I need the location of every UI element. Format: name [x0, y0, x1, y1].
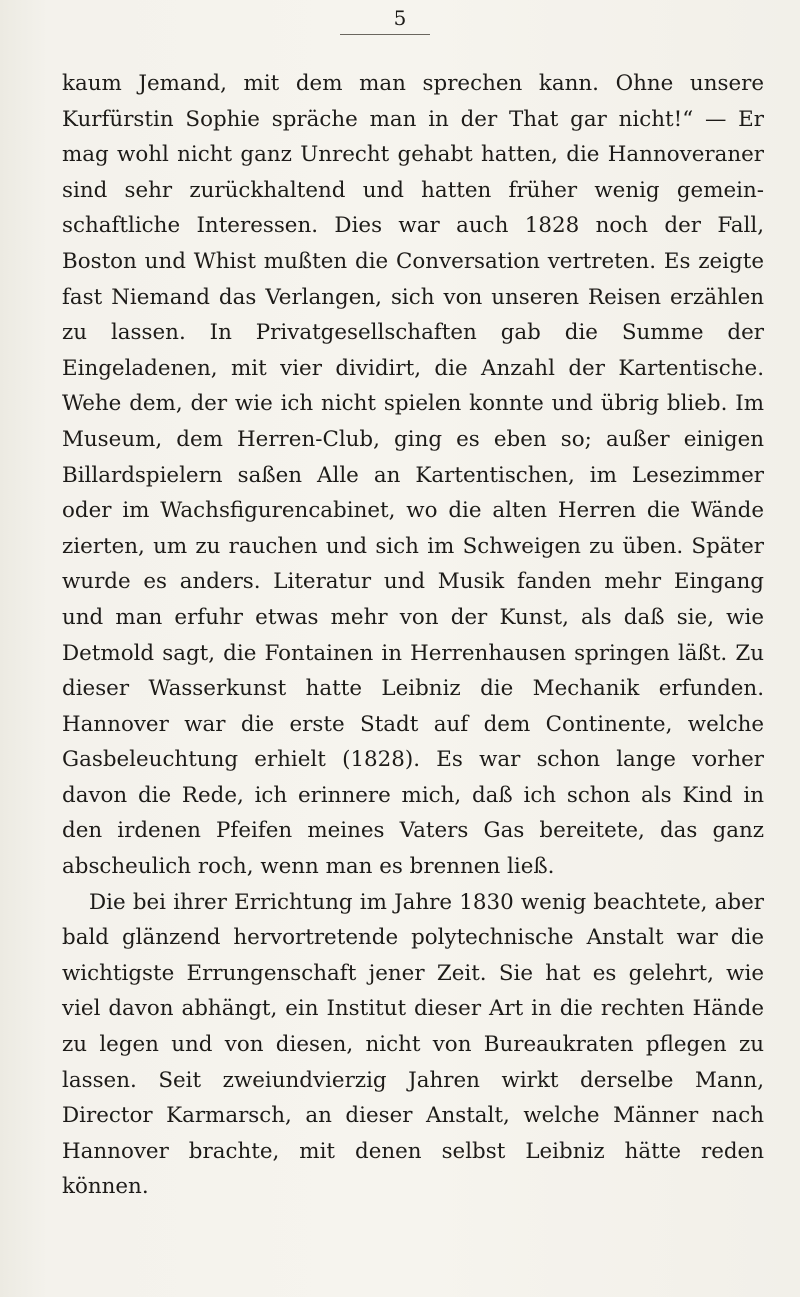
body-text — [62, 66, 764, 1205]
header-rule — [340, 34, 430, 35]
page-number: 5 — [393, 6, 407, 30]
paragraph-1: kaum Jemand, mit dem man sprechen kann. Ohne unsere Kurfürstin Sophie spräche man in der That gar nicht!“ — Er mag wohl nicht ganz Unrecht gehabt hatten, die Hannoveraner sind sehr zurückhaltend und hatten früher wenig gemeinschaftliche Interessen. Dies war auch 1828 noch der Fall, Boston und Whist mußten die Conversation vertreten. Es zeigte fast Niemand das Verlangen, sich von unseren Reisen erzählen zu lassen. In Privatgesellschaften gab die Summe der Eingeladenen, mit vier dividirt, die Anzahl der Kartentische. Wehe dem, der wie ich nicht spielen konnte und übrig blieb. Im Museum, dem Herren-Club, ging es eben so; außer einigen Billardspielern saßen Alle an Kartentischen, im Lesezimmer oder im Wachsfigurencabinet, wo die alten Herren die Wände zierten, um zu rauchen und sich im Schweigen zu üben. Später wurde es anders. Literatur und Musik fanden mehr Eingang und man erfuhr etwas mehr von der Kunst, als daß sie, wie Detmold sagt, die Fontainen in Herrenhausen springen läßt. Zu dieser Wasserkunst hatte Leibniz die Mechanik erfunden. Hannover war die erste Stadt auf dem Continente, welche Gasbeleuchtung erhielt (1828). Es war schon lange vorher davon die Rede, ich erinnere mich, daß ich schon als Kind in den irdenen Pfeifen meines Vaters Gas bereitete, das ganz abscheulich roch, wenn man es brennen ließ. — [62, 71, 764, 880]
paragraph-2: Die bei ihrer Errichtung im Jahre 1830 wenig beachtete, aber bald glänzend hervortretende polytechnische Anstalt war die wichtigste Errungenschaft jener Zeit. Sie hat es gelehrt, wie viel davon abhängt, ein Institut dieser Art in die rechten Hände zu legen und von diesen, nicht von Bureaukraten pflegen zu lassen. Seit zweiundvierzig Jahren wirkt derselbe Mann, Director Karmarsch, an dieser Anstalt, welche Männer nach Hannover brachte, mit denen selbst Leibniz hätte reden können. — [62, 889, 764, 1200]
